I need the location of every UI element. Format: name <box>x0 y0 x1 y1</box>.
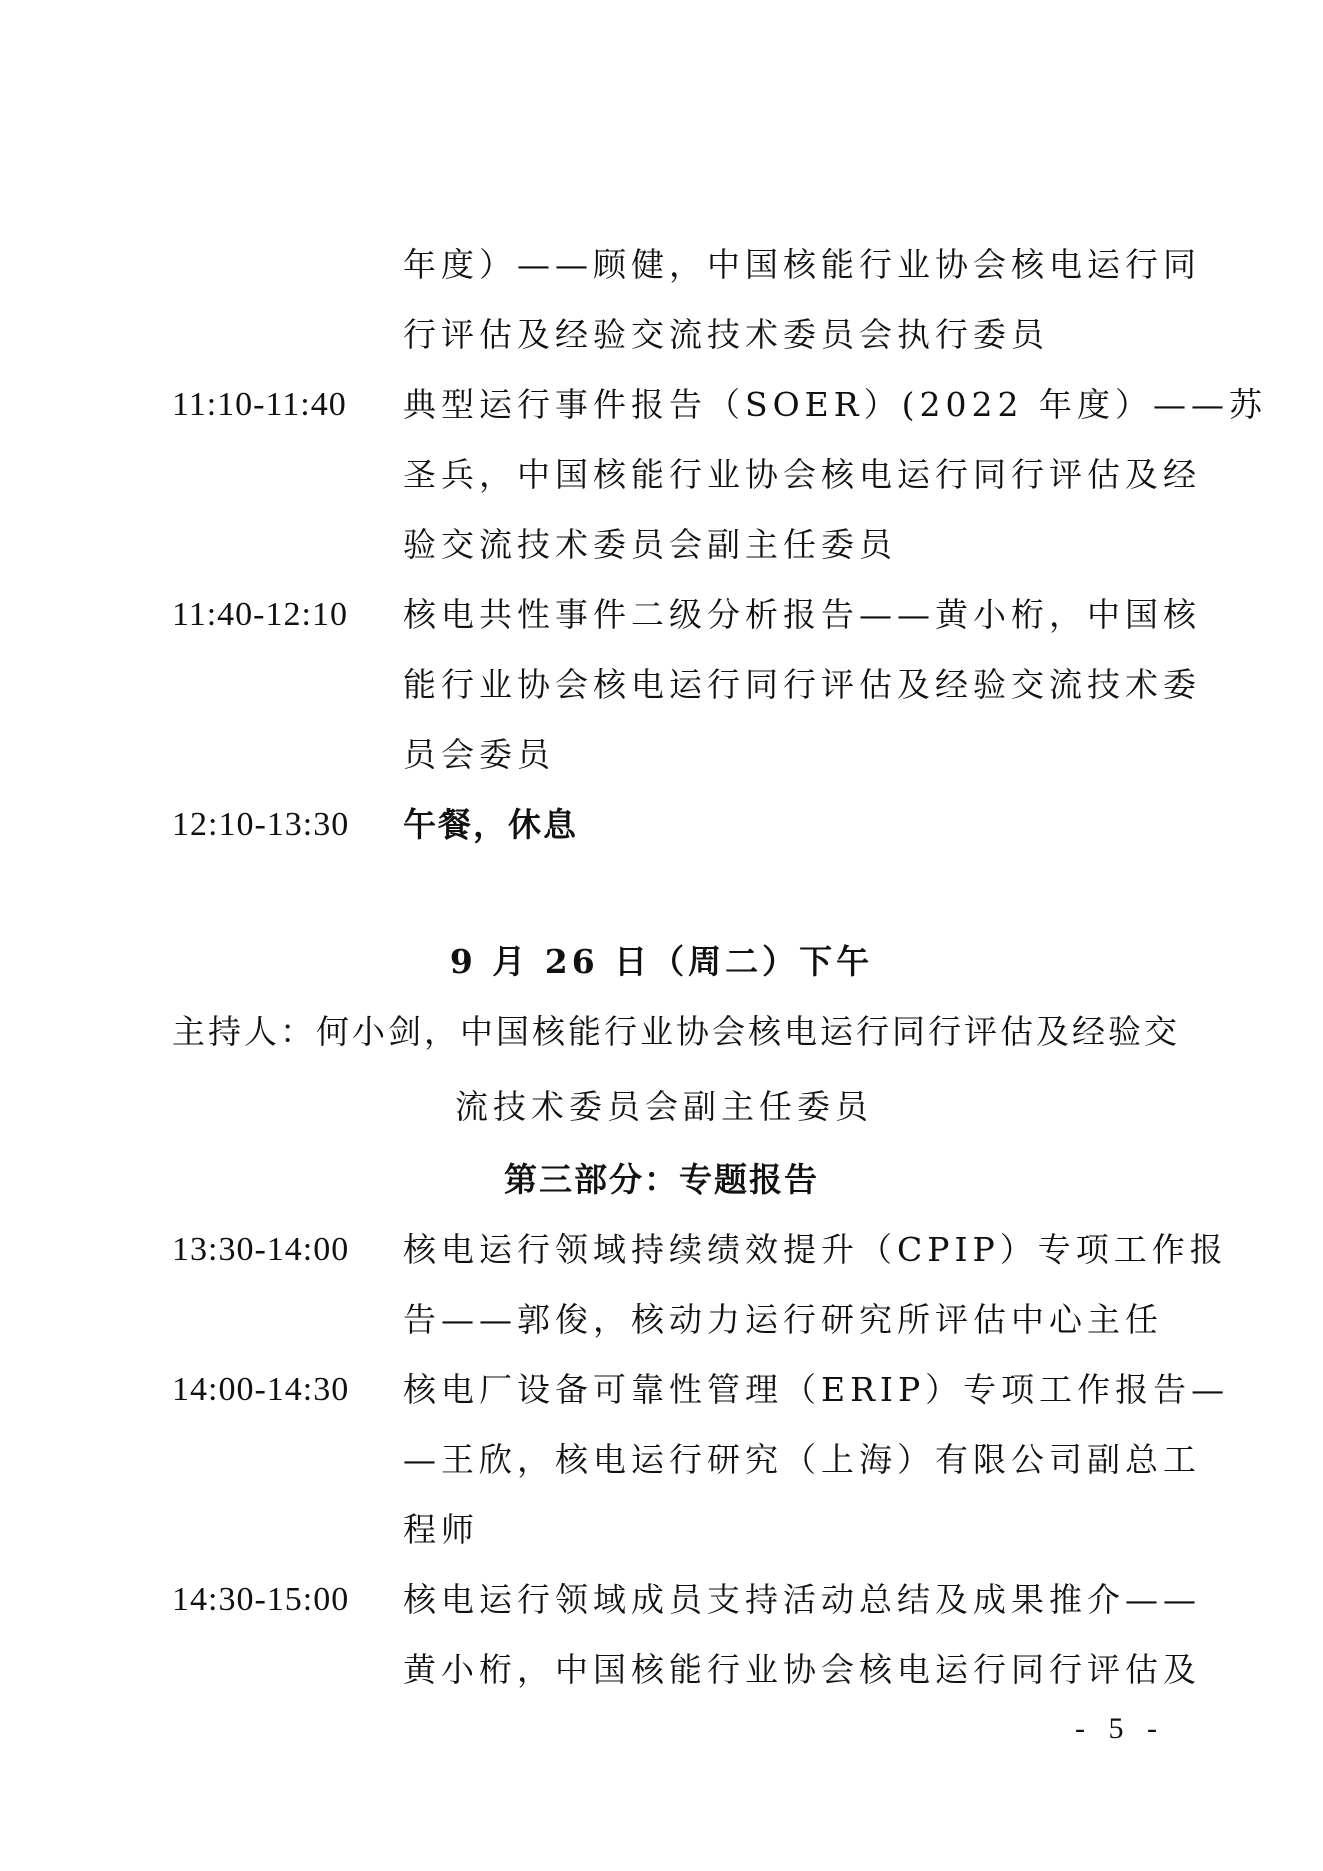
section-heading: 第三部分：专题报告 <box>504 1160 819 1199</box>
agenda-time: 14:00-14:30 <box>172 1371 350 1408</box>
host-line-1: 主持人：何小剑，中国核能行业协会核电运行同行评估及经验交 <box>172 1012 1180 1051</box>
agenda-item-text: 核电共性事件二级分析报告——黄小桁，中国核 <box>403 595 1201 634</box>
agenda-item-text: —王欣，核电运行研究（上海）有限公司副总工 <box>403 1440 1201 1479</box>
agenda-time: 13:30-14:00 <box>172 1231 350 1268</box>
agenda-item-text: 黄小桁，中国核能行业协会核电运行同行评估及 <box>403 1650 1201 1689</box>
agenda-item-text: 典型运行事件报告（SOER）(2022 年度）——苏 <box>403 385 1267 424</box>
agenda-time: 11:10-11:40 <box>172 386 347 423</box>
agenda-item-text: 圣兵，中国核能行业协会核电运行同行评估及经 <box>403 455 1201 494</box>
agenda-item-text: 程师 <box>403 1510 479 1549</box>
agenda-continuation-line-2: 行评估及经验交流技术委员会执行委员 <box>403 315 1049 354</box>
agenda-item-text: 核电厂设备可靠性管理（ERIP）专项工作报告— <box>403 1370 1230 1409</box>
agenda-item-text: 能行业协会核电运行同行评估及经验交流技术委 <box>403 665 1201 704</box>
agenda-item-text: 验交流技术委员会副主任委员 <box>403 525 897 564</box>
lunch-break-text: 午餐，休息 <box>403 805 578 844</box>
agenda-item-text: 员会委员 <box>403 735 555 774</box>
agenda-item-text: 核电运行领域成员支持活动总结及成果推介—— <box>403 1580 1201 1619</box>
agenda-item-text: 核电运行领域持续绩效提升（CPIP）专项工作报 <box>403 1230 1228 1269</box>
agenda-time: 14:30-15:00 <box>172 1581 350 1618</box>
page-number: - 5 - <box>1075 1712 1165 1745</box>
agenda-time: 11:40-12:10 <box>172 596 348 633</box>
agenda-continuation-line-1: 年度）——顾健，中国核能行业协会核电运行同 <box>403 245 1201 284</box>
agenda-time: 12:10-13:30 <box>172 806 350 843</box>
host-line-2: 流技术委员会副主任委员 <box>455 1087 873 1126</box>
date-heading: 9 月 26 日（周二）下午 <box>449 942 874 981</box>
agenda-item-text: 告——郭俊，核动力运行研究所评估中心主任 <box>403 1300 1163 1339</box>
